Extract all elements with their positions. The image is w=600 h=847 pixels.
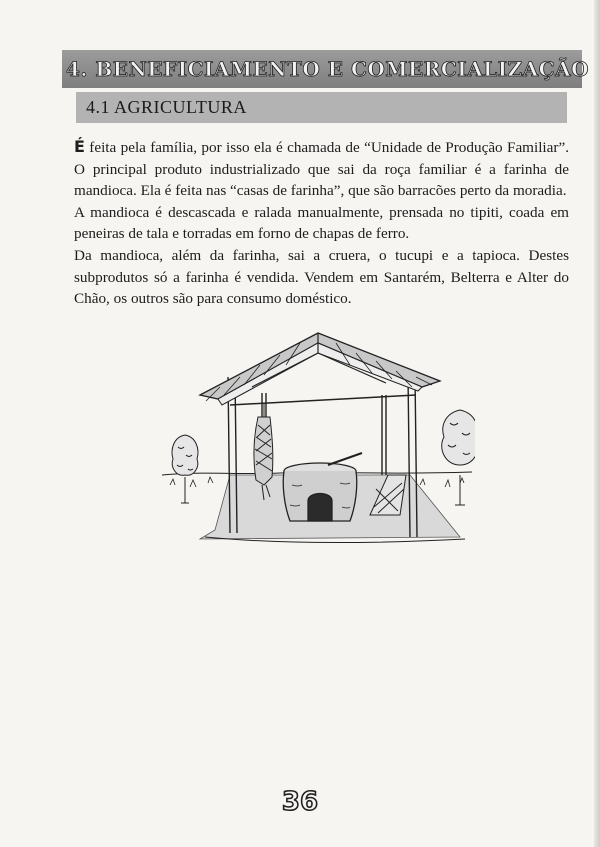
paragraph-1-text: feita pela família, por isso ela é chamada de “Unidade de Produção Familiar”. O principal produto industrializado que sai da roça familiar é a farinha de mandioca. Ela é feita nas “casas de farinha”, que são barracões perto da moradia. [74, 139, 569, 200]
clay-oven [283, 453, 362, 521]
page-edge [594, 0, 600, 847]
subsection-heading: 4.1 AGRICULTURA [86, 97, 247, 117]
subsection-heading-banner [76, 92, 567, 123]
casa-de-farinha-illustration [160, 325, 475, 560]
paragraph-3: Da mandioca, além da farinha, sai a cruera, o tucupi e a tapioca. Destes subprodutos só a farinha é vendida. Vendem em Santarém, Belterra e Alter do Chão, os outros são para consumo doméstico. [74, 246, 569, 308]
left-tree [172, 435, 198, 503]
page-number: 36 [281, 787, 319, 817]
section-heading-banner [62, 50, 590, 88]
paragraph-2: A mandioca é descascada e ralada manualmente, prensada no tipiti, coada em peneiras de tala e torradas em forno de chapas de ferro. [74, 203, 569, 243]
first-letter: É [74, 137, 85, 156]
section-heading: 4. BENEFICIAMENTO E COMERCIALIZAÇÃO [66, 57, 590, 81]
thatched-roof [200, 333, 440, 405]
right-tree [442, 410, 475, 505]
paragraph-1 [74, 136, 569, 202]
body-text [74, 136, 569, 310]
